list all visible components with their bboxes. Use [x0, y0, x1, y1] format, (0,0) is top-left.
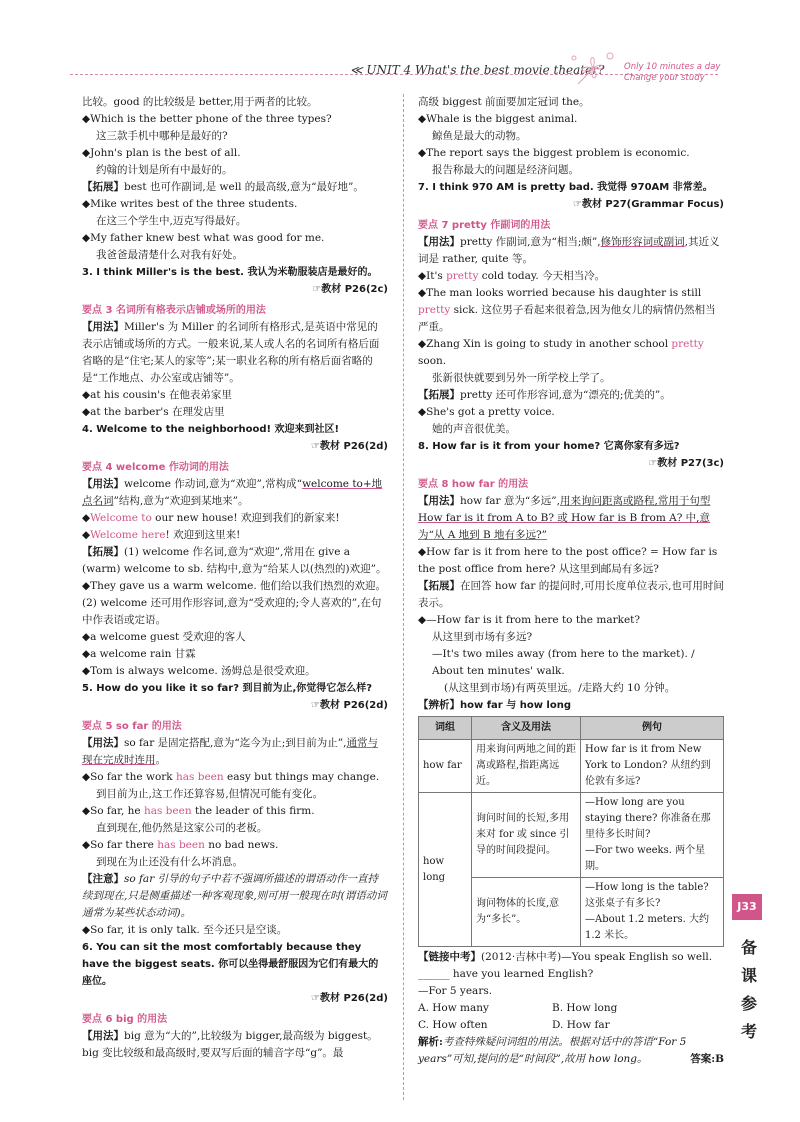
- example-line: ◆at his cousin's 在他表弟家里: [82, 389, 232, 401]
- extension-block: [82, 179, 388, 196]
- text-line: 比较。good 的比较级是 better,用于两者的比较。: [82, 96, 318, 108]
- table-cell: 询问时间的长短,多用来对 for 或 since 引导的时间段提问。: [472, 793, 581, 878]
- usage-label: 【用法】: [82, 478, 124, 490]
- sentence-heading: 5. How do you like it so far? 到目前为止,你觉得它怎么样?: [82, 683, 373, 694]
- highlight-text: pretty: [446, 270, 479, 282]
- options-row: [418, 1000, 724, 1017]
- usage-block: [82, 319, 388, 387]
- table-header: 含义及用法: [472, 717, 581, 740]
- example-line: ◆Tom is always welcome. 汤姆总是很受欢迎。: [82, 665, 316, 677]
- example-line: ◆How far is it from here to the post office? = How far is the post office from here? 从这里到邮局有多远?: [418, 546, 718, 575]
- translation-line: 鲸鱼是最大的动物。: [432, 130, 527, 142]
- table-row: [419, 793, 724, 878]
- translation-line: 从这里到市场有多远?: [432, 631, 533, 643]
- dialog-line: —It's two miles away (from here to the market). / About ten minutes' walk.: [432, 648, 695, 677]
- example-line: [418, 285, 724, 336]
- usage-block: [418, 234, 724, 268]
- right-column: [418, 94, 724, 1068]
- example-text: ◆Zhang Xin is going to study in another school: [418, 338, 672, 350]
- unit-title: ≪ UNIT 4 What's the best movie theater?: [350, 63, 605, 77]
- sentence-heading: 7. I think 970 AM is pretty bad. 我觉得 970AM 非常差。: [418, 182, 713, 193]
- table-header: 词组: [419, 717, 472, 740]
- translation-line: 到现在为止还没有什么坏消息。: [96, 856, 243, 868]
- comparison-label: 【辨析】: [418, 699, 460, 711]
- example-line: [82, 803, 388, 820]
- example-text: our new house! 欢迎到我们的新家来!: [151, 512, 340, 524]
- usage-text: welcome 作动词,意为“欢迎”,常构成“: [124, 478, 303, 490]
- point-heading: 要点 4 welcome 作动词的用法: [82, 462, 229, 473]
- comparison-table: [418, 716, 724, 947]
- usage-block: [82, 1028, 388, 1062]
- table-row: [419, 740, 724, 793]
- analysis-label: 解析:: [418, 1036, 443, 1048]
- extension-text: pretty 还可作形容词,意为“漂亮的;优美的”。: [460, 389, 671, 401]
- sentence-heading: 8. How far is it from your home? 它离你家有多远?: [418, 441, 680, 452]
- extension-block: [418, 387, 724, 404]
- bullet: ◆: [82, 512, 91, 524]
- example-line: ◆a welcome rain 甘霖: [82, 648, 196, 660]
- option-d: D. How far: [552, 1019, 610, 1031]
- highlight-text: Welcome to: [90, 512, 152, 524]
- tagline-line-2: Change your study: [624, 73, 705, 83]
- example-line: ◆Whale is the biggest animal.: [418, 113, 578, 125]
- translation-line: 她的声音很优美。: [432, 423, 516, 435]
- example-line: [418, 336, 724, 370]
- underlined-text: 通常与现在完成时连用: [82, 737, 378, 766]
- extension-label: 【拓展】: [82, 181, 124, 193]
- extension-block: [82, 544, 388, 578]
- sentence-heading: 4. Welcome to the neighborhood! 欢迎来到社区!: [82, 424, 340, 435]
- table-cell: how long: [419, 793, 472, 947]
- extension-text: (2) welcome 还可用作形容词,意为“受欢迎的;令人喜欢的”,在句中作表语或定语。: [82, 597, 382, 626]
- example-text: cold today. 今天相当冷。: [478, 270, 606, 282]
- table-cell: [581, 793, 724, 878]
- example-line: ◆My father knew best what was good for me.: [82, 232, 325, 244]
- extension-label: 【拓展】: [418, 580, 460, 592]
- example-line: ◆The report says the biggest problem is economic.: [418, 147, 690, 159]
- textbook-ref: ☞教材 P26(2d): [311, 993, 388, 1004]
- side-label: 备课参考: [740, 938, 757, 1041]
- point-heading: 要点 8 how far 的用法: [418, 479, 529, 490]
- extension-label: 【拓展】: [82, 546, 124, 558]
- highlight-text: has been: [157, 839, 205, 851]
- extension-label: 【拓展】: [418, 389, 460, 401]
- left-column: [82, 94, 388, 1062]
- analysis-block: [418, 1034, 724, 1068]
- usage-text: how far 意为“多远”,: [460, 495, 560, 507]
- usage-label: 【用法】: [418, 495, 460, 507]
- example-line: [82, 527, 388, 544]
- analysis-text: 考查特殊疑问词组的用法。根据对话中的答语“For 5 years”可知,提问的是“时间段”,故用 how long。: [418, 1036, 687, 1065]
- tagline-line-1: Only 10 minutes a day: [624, 62, 721, 72]
- example-line: [82, 510, 388, 527]
- exam-answer-line: —For 5 years.: [418, 985, 493, 997]
- textbook-ref: ☞教材 P26(2d): [311, 441, 388, 452]
- translation-line: 我爸爸最清楚什么对我有好处。: [96, 249, 243, 261]
- point-heading: 要点 3 名词所有格表示店铺或场所的用法: [82, 305, 266, 316]
- comparison-heading: [418, 697, 724, 714]
- note-label: 【注意】: [82, 873, 124, 885]
- example-line: ◆Which is the better phone of the three types?: [82, 113, 332, 125]
- point-heading: 要点 7 pretty 作副词的用法: [418, 220, 551, 231]
- translation-line: 在这三个学生中,迈克写得最好。: [96, 215, 247, 227]
- option-c: C. How often: [418, 1019, 488, 1031]
- column-divider: [403, 94, 404, 1100]
- example-line: ◆at the barber's 在理发店里: [82, 406, 225, 418]
- table-cell-line: —About 1.2 meters. 大约 1.2 米长。: [585, 914, 709, 941]
- usage-label: 【用法】: [82, 321, 124, 333]
- translation-line: 约翰的计划是所有中最好的。: [96, 164, 233, 176]
- point-heading: 要点 6 big 的用法: [82, 1014, 168, 1025]
- bullet: ◆: [82, 529, 91, 541]
- extension-text: 在回答 how far 的提问时,可用长度单位表示,也可用时间表示。: [418, 580, 724, 609]
- example-text: ◆So far there: [82, 839, 158, 851]
- example-line: ◆John's plan is the best of all.: [82, 147, 241, 159]
- example-line: ◆Mike writes best of the three students.: [82, 198, 298, 210]
- table-header-row: [419, 717, 724, 740]
- table-cell-line: —How long are you staying there? 你准备在那里待多长时间?: [585, 797, 711, 840]
- header-tagline: [624, 62, 720, 84]
- translation-line: (从这里到市场)有两英里远。/走路大约 10 分钟。: [444, 682, 676, 694]
- extension-text: (1) welcome 作名词,意为“欢迎”,常用在 give a (warm) welcome to sb. 结构中,意为“给某人以(热烈的)欢迎”。: [82, 546, 387, 575]
- highlight-text: Welcome here: [90, 529, 166, 541]
- usage-block: [418, 493, 724, 544]
- dialog-line: ◆—How far is it from here to the market?: [418, 614, 641, 626]
- example-line: [418, 268, 724, 285]
- example-text: ◆The man looks worried because his daughter is still: [418, 287, 702, 299]
- highlight-text: pretty: [671, 338, 704, 350]
- translation-line: 张新很快就要到另外一所学校上学了。: [432, 372, 611, 384]
- highlight-text: pretty: [418, 304, 451, 316]
- sentence-heading: 3. I think Miller's is the best. 我认为米勒服装店是最好的。: [82, 267, 378, 278]
- translation-line: 这三款手机中哪种是最好的?: [96, 130, 228, 142]
- example-line: ◆They gave us a warm welcome. 他们给以我们热烈的欢迎。: [82, 580, 387, 592]
- example-line: ◆She's got a pretty voice.: [418, 406, 555, 418]
- example-text: the leader of this firm.: [191, 805, 315, 817]
- translation-line: 报告称最大的问题是经济问题。: [432, 164, 579, 176]
- table-cell: How far is it from New York to London? 从纽约到伦敦有多远?: [581, 740, 724, 793]
- page-header: [0, 0, 800, 95]
- option-b: B. How long: [552, 1002, 618, 1014]
- table-header: 例句: [581, 717, 724, 740]
- table-cell: 用来询问两地之间的距离或路程,指距离远近。: [472, 740, 581, 793]
- usage-text: so far 是固定搭配,意为“迄今为止;到目前为止”,: [124, 737, 347, 749]
- example-text: soon.: [418, 355, 447, 367]
- point-heading: 要点 5 so far 的用法: [82, 721, 182, 732]
- underlined-text: welcome to+地点名词: [82, 478, 383, 507]
- table-cell: how far: [419, 740, 472, 793]
- textbook-ref: ☞教材 P27(Grammar Focus): [572, 199, 724, 210]
- usage-label: 【用法】: [418, 236, 460, 248]
- example-text: ! 欢迎到这里来!: [165, 529, 241, 541]
- table-cell: 询问物体的长度,意为“多长”。: [472, 878, 581, 947]
- option-a: A. How many: [418, 1002, 489, 1014]
- example-text: no bad news.: [204, 839, 279, 851]
- comparison-title: how far 与 how long: [460, 700, 571, 711]
- translation-line: 直到现在,他仍然是这家公司的老板。: [96, 822, 268, 834]
- extension-block: [418, 578, 724, 612]
- usage-block: [82, 735, 388, 769]
- underlined-text: 用来询问距离或路程,常用于句型 How far is it from A to B? 或 How far is B from A? 中,意为“从 A 地到 B 地有多远?”: [418, 495, 711, 541]
- usage-label: 【用法】: [82, 1030, 124, 1042]
- usage-text: Miller's 为 Miller 的名词所有格形式,是英语中常见的表示店铺或场所的方式。一般来说,某人或人名的名词所有格后面省略的是“住宅;某人的家等”;某一职业名称的所有格后面省略的是“工作地点、办公室或店铺等”。: [82, 321, 380, 384]
- table-cell: [581, 878, 724, 947]
- usage-text: ”结构,意为“欢迎到某地来”。: [113, 495, 249, 507]
- note-text: so far 引导的句子中若不强调所描述的谓语动作一直持续到现在,只是侧重描述一种客观现象,则可用一般现在时(谓语动词通常为某些状态动词)。: [82, 873, 387, 919]
- example-text: ◆It's: [418, 270, 447, 282]
- highlight-text: has been: [143, 805, 192, 817]
- answer-key: 答案:B: [690, 1053, 724, 1065]
- highlight-text: has been: [176, 771, 224, 783]
- usage-label: 【用法】: [82, 737, 124, 749]
- example-line: ◆So far, it is only talk. 至今还只是空谈。: [82, 924, 288, 936]
- usage-block: [82, 476, 388, 510]
- options-row: [418, 1017, 724, 1034]
- underlined-text: 修饰形容词或副词: [600, 236, 685, 248]
- example-line: [82, 769, 388, 786]
- page-number-tab: J33: [732, 894, 762, 920]
- usage-text: big 意为“大的”,比较级为 bigger,最高级为 biggest。big 变比较级和最高级时,要双写后面的辅音字母“g”。最: [82, 1030, 378, 1059]
- usage-text: ,其近义词是 rather, quite 等。: [418, 236, 720, 265]
- textbook-ref: ☞教材 P26(2c): [312, 284, 388, 295]
- textbook-ref: ☞教材 P27(3c): [648, 458, 724, 469]
- note-block: [82, 871, 388, 922]
- table-cell-line: —How long is the table? 这张桌子有多长?: [585, 882, 709, 909]
- exam-link-label: 【链接中考】: [418, 951, 481, 963]
- example-text: ◆So far the work: [82, 771, 176, 783]
- usage-text: pretty 作副词,意为“相当;颇”,: [460, 236, 601, 248]
- example-text: ◆So far, he: [82, 805, 144, 817]
- example-text: sick. 这位男子看起来很着急,因为他女儿的病情仍然相当严重。: [418, 304, 716, 333]
- translation-line: 到目前为止,这工作还算容易,但情况可能有变化。: [96, 788, 324, 800]
- text-line: 高级 biggest 前面要加定冠词 the。: [418, 96, 590, 108]
- example-text: easy but things may change.: [223, 771, 380, 783]
- textbook-ref: ☞教材 P26(2d): [311, 700, 388, 711]
- example-line: ◆a welcome guest 受欢迎的客人: [82, 631, 246, 643]
- extension-text: best 也可作副词,是 well 的最高级,意为“最好地”。: [124, 181, 364, 193]
- example-line: [82, 837, 388, 854]
- table-cell-line: —For two weeks. 两个星期。: [585, 845, 706, 872]
- usage-text: 。: [155, 754, 166, 766]
- flower-icon: [568, 48, 618, 88]
- exam-question: (2012·吉林中考)—You speak English so well. ______ have you learned English?: [418, 951, 713, 980]
- sentence-heading: 6. You can sit the most comfortably because they have the biggest seats. 你可以坐得最舒服因为它们有最大的座位。: [82, 942, 379, 987]
- exam-link-block: [418, 949, 724, 983]
